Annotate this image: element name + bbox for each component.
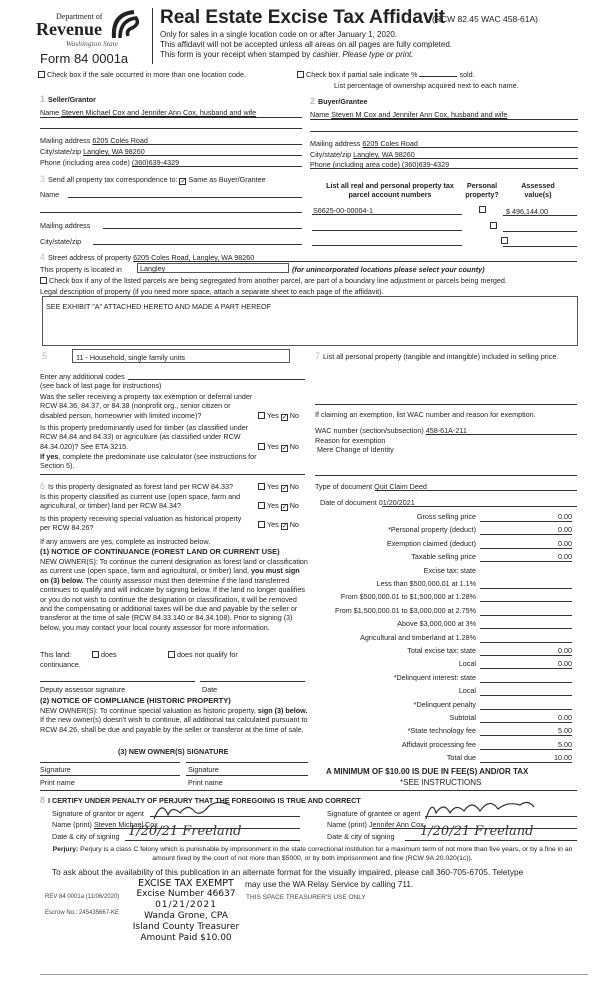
tax-row-label: Subtotal (449, 713, 476, 722)
notice-compliance-text: NEW OWNER(S): To continue special valuation as historic property, sign (3) below. If the new owner(s) doesn't wish to continue, all additional tax calculated pursuant to RCW 84.26, shall be due and payable by the seller or transferor at the time of sale. (40, 706, 308, 734)
historical-question: Is this property receiving special valuation as historical property per RCW 84.26? (40, 514, 242, 533)
tax-row-label: Taxable selling price (411, 552, 476, 562)
see-instructions: *SEE INSTRUCTIONS (400, 778, 482, 787)
header-line-3: This form is your receipt when stamped by cashier. Please type or print. (160, 50, 414, 59)
timber-question: Is this property predominantly used for timber (as classified under RCW 84.84 and 84.33) or agriculture (as classified under RCW 84.34.020)? See ETA 3215. (40, 423, 249, 451)
corr-name-input[interactable] (68, 197, 302, 198)
located-label: This property is located in (40, 265, 122, 274)
grantor-signature (150, 797, 240, 823)
does-not-checkbox[interactable]: does not qualify for (168, 650, 238, 659)
rcw-reference: (RCW 82.45 WAC 458-61A) (432, 14, 538, 24)
legal-description-box[interactable]: SEE EXHIBIT "A" ATTACHED HERETO AND MADE A PART HEREOF (42, 296, 578, 346)
additional-codes-input[interactable] (128, 379, 305, 380)
page-title: Real Estate Excise Tax Affidavit (160, 7, 446, 28)
grantor-name-field[interactable]: Name (print) Steven Michael Cox (52, 820, 158, 829)
tax-row-label: *Delinquent penalty (413, 699, 476, 709)
tax-row-value[interactable] (480, 700, 572, 710)
seller-mail-field[interactable]: Mailing address 6205 Coles Road (40, 136, 148, 145)
treasurer-use-label: THIS SPACE TREASURER'S USE ONLY (246, 894, 366, 901)
exemption-question: Was the seller receiving a property tax exemption or deferral under RCW 84.36, 84.37, or 84.38 (nonprofit org., senior citizen or disabled person, homeowner with limited income)? (40, 392, 253, 420)
grantor-date-label: Date & city of signing (52, 832, 120, 841)
grantee-date-label: Date & city of signing (327, 832, 395, 841)
revenue-logo-icon (108, 8, 142, 42)
tax-row-label: *Personal property (deduct) (388, 525, 476, 535)
reason-value[interactable]: Mere Change of Identity (317, 445, 394, 454)
dept-label: Department of (56, 12, 103, 21)
signature-label: Signature (188, 765, 219, 774)
tax-row-label: Local (458, 686, 476, 696)
tax-row-label: Above $3,000,000 at 3% (397, 619, 476, 629)
personal-header: Personal property? (465, 181, 499, 199)
forest-land-question: 6 Is this property designated as forest land per RCW 84.33? (40, 481, 233, 491)
street-address-field[interactable]: 4 Street address of property 6205 Coles Road, Langley, WA 98260 (40, 252, 255, 262)
accessibility-notice: To ask about the availability of this publication in an alternate format for the visually impaired, please call 360-705-6705. Teletype (52, 867, 524, 877)
tax-row-value[interactable]: 5.00 (480, 740, 572, 750)
tax-row-label: *State technology fee (407, 726, 476, 736)
if-any-note: If any answers are yes, complete as instructed below. (40, 537, 211, 546)
grantee-signature (420, 795, 540, 823)
tax-row-label: *Delinquent interest: state (393, 672, 476, 682)
tax-row-value[interactable] (480, 673, 572, 683)
tax-row-value[interactable] (480, 633, 572, 643)
perjury-notice: Perjury: Perjury is a class C felony which is punishable by imprisonment in the state correctional institution for a maximum term of not more than five years, or by a fine in an amount fixed by the court of not more than $5000, or by both imprisonment and fine (RCW 9A.20.020(1c)). (52, 846, 573, 862)
parcel-number[interactable]: S6625-00-00004-1 (313, 206, 373, 215)
if-yes-note: If yes, complete the predominate use calculator (see instructions for Section 5). (40, 452, 257, 471)
assessed-value[interactable]: $ 496,144.00 (506, 207, 548, 216)
tax-row-label: Gross selling price (416, 512, 476, 521)
header-line-1: Only for sales in a single location code on or after January 1, 2020. (160, 30, 398, 39)
grantor-signature-label: Signature of grantor or agent (52, 809, 144, 818)
corr-city-input[interactable] (93, 244, 302, 245)
tax-row-value[interactable]: 0.00 (480, 646, 572, 656)
buyer-city-field[interactable]: City/state/zip Langley, WA 98260 (310, 150, 415, 159)
grantor-date-city[interactable]: 1/20/21 Freeland (128, 824, 242, 839)
seller-phone-field[interactable]: Phone (including area code) (360)639-4329 (40, 158, 180, 167)
tax-row-label: From $1,500,000.01 to $3,000,000 at 2.75% (334, 605, 476, 615)
buyer-name-field[interactable]: Name Steven M Cox and Jennifer Ann Cox, husband and wife (310, 110, 508, 119)
personal-property-checkbox[interactable] (501, 237, 508, 244)
tax-row-label: Total due (446, 753, 476, 763)
revision-label: REV 84 0001a (11/06/2020) (45, 894, 120, 900)
unincorporated-note: (for unincorporated locations please select your county) (292, 265, 485, 274)
personal-property-label: 7 List all personal property (tangible and intangible) included in selling price. (315, 351, 559, 361)
new-owner-signature-line[interactable] (186, 762, 308, 763)
deputy-signature-label: Deputy assessor signature (40, 685, 126, 694)
segregated-checkbox[interactable]: Check box if any of the listed parcels are being segregated from another parcel, are part of a boundary line adjustment or parcels being merged. (40, 276, 507, 285)
tax-row-value[interactable]: 5.00 (480, 726, 572, 736)
header-line-2: This affidavit will not be accepted unless all areas on all pages are fully completed. (160, 40, 453, 49)
correspondence-label: 3 Send all property tax correspondence to: ✓ Same as Buyer/Grantee (40, 174, 266, 185)
multi-location-checkbox[interactable]: Check box if the sale occurred in more than one location code. (38, 70, 246, 79)
exemption-instructions: If claiming an exemption, list WAC number and reason for exemption. (315, 410, 536, 419)
section-5-number: 5 (42, 351, 48, 361)
tax-row-value[interactable]: 10.00 (480, 753, 572, 763)
header-divider (152, 8, 153, 64)
continuance-label: continuance. (40, 660, 81, 669)
certify-heading: 8 I CERTIFY UNDER PENALTY OF PERJURY THAT THE FOREGOING IS TRUE AND CORRECT (40, 795, 361, 805)
seller-heading: 1 Seller/Grantor (40, 94, 96, 104)
tax-row-value[interactable]: 0.00 (480, 512, 572, 522)
assessed-header: Assessed value(s) (521, 181, 555, 199)
partial-sale-checkbox[interactable]: Check box if partial sale indicate % sold. (297, 70, 475, 79)
print-name-label: Print name (40, 778, 75, 787)
tax-row-label: From $500,000.01 to $1,500,000 at 1.28% (340, 592, 476, 602)
tax-row-value[interactable] (480, 579, 572, 589)
print-name-label: Print name (188, 778, 223, 787)
tax-row-label: Local (458, 659, 476, 669)
personal-property-checkbox[interactable] (490, 222, 497, 229)
deputy-date-line[interactable] (200, 681, 305, 682)
deputy-signature-line[interactable] (40, 681, 195, 682)
document-type-field[interactable]: Type of document Quit Claim Deed (315, 482, 427, 491)
notice-continuance-title: (1) NOTICE OF CONTINUANCE (FOREST LAND OR CURRENT USE) (40, 547, 280, 556)
buyer-phone-field[interactable]: Phone (including area code) (360)639-4329 (310, 160, 450, 169)
parcel-header: List all real and personal property tax parcel account numbers (326, 181, 454, 199)
tax-row-value[interactable]: 0.00 (480, 525, 572, 535)
tax-row-label: Exemption claimed (deduct) (386, 538, 476, 548)
ownership-note: List percentage of ownership acquired next to each name. (334, 81, 519, 90)
deputy-date-label: Date (202, 685, 218, 694)
relay-notice: may use the WA Relay Service by calling 711. (245, 879, 414, 889)
notice-compliance-title: (2) NOTICE OF COMPLIANCE (HISTORIC PROPERTY) (40, 696, 231, 705)
does-checkbox[interactable]: does (92, 650, 117, 659)
additional-codes-label: Enter any additional codes (40, 372, 125, 381)
tax-row-value[interactable] (480, 619, 572, 629)
current-use-question: Is this property classified as current use (open space, farm and agricultural, or timber) land per RCW 84.34? (40, 492, 241, 511)
reason-label: Reason for exemption (315, 436, 386, 445)
tax-row-label: Total excise tax: state (407, 646, 476, 655)
signature-label: Signature (40, 765, 71, 774)
personal-property-checkbox[interactable] (479, 206, 486, 213)
same-as-buyer-checkbox[interactable]: ✓ (180, 178, 187, 185)
state-label: Washington State (66, 39, 119, 48)
wac-number-field[interactable]: WAC number (section/subsection) 458-61A-211 (315, 426, 467, 435)
grantee-date-city[interactable]: 1/20/21 Freeland (420, 824, 534, 839)
seller-city-field[interactable]: City/state/zip Langley, WA 98260 (40, 147, 145, 156)
tax-row-value[interactable] (480, 592, 572, 602)
grantee-signature-label: Signature of grantee or agent (327, 809, 421, 818)
tax-row-value[interactable]: 0.00 (480, 713, 572, 723)
tax-row-value[interactable] (480, 686, 572, 696)
tax-row-label: Less than $500,000.01 at 1.1% (376, 579, 476, 588)
minimum-due-notice: A MINIMUM OF $10.00 IS DUE IN FEE(S) AND/OR TAX (326, 767, 529, 776)
tax-row-value[interactable]: 0.00 (480, 539, 572, 549)
document-date-field[interactable]: Date of document 01/20/2021 (320, 498, 415, 507)
tax-row-label: Agricultural and timberland at 1.28% (360, 632, 476, 642)
form-number: Form 84 0001a (40, 51, 129, 66)
grantee-name-field[interactable]: Name (print) Jennifer Ann Cox (327, 820, 424, 829)
corr-mail-input[interactable] (103, 228, 302, 229)
historical-yes-no[interactable]: Yes ✓ No (258, 520, 299, 530)
tax-row-label: Affidavit processing fee (401, 739, 476, 749)
tax-row-value[interactable] (480, 606, 572, 616)
corr-mail-label: Mailing address (40, 221, 91, 230)
corr-city-label: City/state/zip (40, 237, 82, 246)
print-name-line[interactable] (40, 775, 180, 776)
new-owner-signature-line[interactable] (40, 762, 180, 763)
tax-row-label: Excise tax: state (423, 565, 476, 575)
forest-yes-no[interactable]: Yes ✓ No (258, 482, 299, 492)
buyer-heading: 2 Buyer/Grantee (310, 96, 368, 106)
corr-name-label: Name (40, 190, 60, 199)
timber-yes-no[interactable]: Yes ✓ No (258, 442, 299, 452)
additional-codes-note: (see back of last page for instructions) (40, 381, 162, 390)
this-land-label: This land: (40, 650, 72, 659)
location-select[interactable]: Langley (137, 263, 289, 273)
personal-property-input[interactable] (315, 404, 577, 405)
tax-row-value[interactable]: 0.00 (480, 659, 572, 669)
current-use-yes-no[interactable]: Yes ✓ No (258, 501, 299, 511)
legal-description-label: Legal description of property (if you need more space, attach a separate sheet to each page of the affidavit). (40, 287, 384, 296)
buyer-mail-field[interactable]: Mailing address 6205 Coles Road (310, 139, 418, 148)
tax-row-value[interactable]: 0.00 (480, 552, 572, 562)
revenue-logo-text: Revenue (36, 19, 102, 39)
print-name-line[interactable] (186, 775, 308, 776)
treasurer-stamp: EXCISE TAX EXEMPT Excise Number 46637 01/21/2021 Wanda Grone, CPA Island County Treasurer Amount Paid $10.00 (132, 878, 240, 943)
notice-continuance-text: NEW OWNER(S): To continue the current designation as forest land or classification as current use (open space, farm and agricultural, or timber) land, you must sign on (3) below. The county assessor must then determine if the land transferred continues to qualify and will indicate by signing below. If the land no longer qualifies or you do not wish to continue the designation or classification, it will be removed and the compensating or additional taxes will be due and payable by the seller or transferor at the time of sale (RCW 84.33.140 or 84.34.108). Prior to signing (3) below, you may contact your local county assessor for more information. (40, 557, 308, 632)
exemption-yes-no[interactable]: Yes ✓ No (258, 411, 299, 421)
new-owner-signature-title: (3) NEW OWNER(S) SIGNATURE (118, 747, 229, 756)
seller-name-field[interactable]: Name Steven Michael Cox and Jennifer Ann Cox, husband and wife (40, 108, 257, 117)
escrow-number: Escrow No.: 245435667-KE (45, 910, 120, 916)
land-use-code-select[interactable]: 11 - Household, single family units (72, 349, 290, 363)
